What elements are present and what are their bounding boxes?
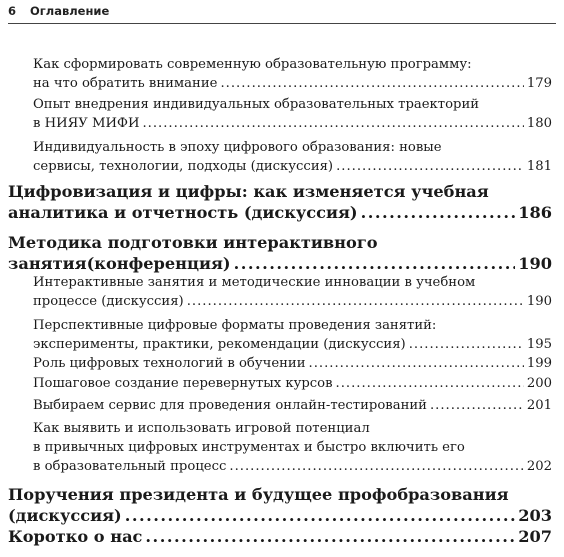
toc-entry-last-line [8,253,552,274]
toc-chapter-entry [8,181,552,223]
toc-entry-title-line: на что обратить внимание [33,76,218,91]
toc-chapter-entry [8,232,552,274]
dot-leader [142,114,523,133]
toc-entry-title-line: в НИЯУ МИФИ [33,116,140,131]
toc-entry-last-line [33,374,552,393]
dot-leader [145,526,515,547]
toc-page-number: 200 [526,376,552,391]
toc-page-number: 190 [518,254,552,273]
toc-entry-title-line: эксперименты, практики, рекомендации (дискуссия) [33,337,406,352]
toc-entry-last-line [8,202,552,223]
toc-entry-title-line: Индивидуальность в эпоху цифрового образования: новые [33,140,442,155]
toc-entry-title-line: процессе (дискуссия) [33,294,184,309]
dot-leader [229,457,523,476]
toc-page-number: 180 [526,116,552,131]
dot-leader [187,292,524,311]
running-head [8,4,556,18]
dot-leader [430,396,524,415]
toc-entry-last-line [33,396,552,415]
toc-page-number: 201 [526,398,552,413]
dot-leader [125,505,516,526]
toc-entry-last-line [8,505,552,526]
dot-leader [234,253,516,274]
dot-leader [220,74,523,93]
toc-entry-last-line [33,335,552,354]
toc-entry-last-line [33,74,552,93]
toc-entry-title-line: Пошаговое создание перевернутых курсов [33,376,333,391]
toc-entry-last-line [8,526,552,547]
toc-section-entry [33,419,552,476]
toc-page-number: 190 [526,294,552,309]
toc-section-entry [33,95,552,133]
dot-leader [309,354,524,373]
toc-chapter-entry [8,484,552,526]
toc-entry-title-line: Методика подготовки интерактивного [8,233,378,252]
toc-page-number: 186 [518,203,552,222]
toc-page-number: 195 [526,337,552,352]
toc-entry-title-line: (дискуссия) [8,506,122,525]
toc-section-entry [33,354,552,373]
dot-leader [336,374,524,393]
toc-entry-title-line: в привычных цифровых инструментах и быстро включить его [33,440,465,455]
toc-section-entry [33,55,552,93]
toc-entry-title-line: занятия(конференция) [8,254,231,273]
toc-entry-title-line: Роль цифровых технологий в обучении [33,356,306,371]
toc-entry-title-line: Цифровизация и цифры: как изменяется учебная [8,182,489,201]
toc-entry-last-line [33,157,552,176]
toc-entry-title-line: сервисы, технологии, подходы (дискуссия) [33,159,334,174]
toc-page-number: 202 [526,459,552,474]
toc-page-number: 207 [518,527,552,546]
toc-page-number: 179 [526,76,552,91]
toc-section-entry [33,138,552,176]
toc-entry-title-line: аналитика и отчетность (дискуссия) [8,203,358,222]
toc-entry-title-line: в образовательный процесс [33,459,227,474]
toc-entry-title-line: Выбираем сервис для проведения онлайн-тестирований [33,398,427,413]
toc-entry-title-line: Поручения президента и будущее профобразования [8,485,509,504]
toc-entry-title-line: Опыт внедрения индивидуальных образовательных траекторий [33,97,480,112]
toc-section-entry [33,273,552,311]
header-rule [8,23,556,24]
toc-page-number: 181 [526,159,552,174]
toc-entry-last-line [33,292,552,311]
toc-entry-last-line [33,457,552,476]
toc-entry-last-line [33,114,552,133]
dot-leader [336,157,524,176]
toc-entry-title-line: Как сформировать современную образовательную программу: [33,57,472,72]
toc-entry-title-line: Как выявить и использовать игровой потенциал [33,421,370,436]
toc-entry-last-line [33,354,552,373]
toc-section-entry [33,374,552,393]
header-page-number: 6 [8,4,17,18]
toc-section-entry [33,316,552,354]
toc-section-entry [33,396,552,415]
toc-entry-title-line: Перспективные цифровые форматы проведения занятий: [33,318,437,333]
toc-page-number: 199 [526,356,552,371]
dot-leader [409,335,524,354]
toc-page-number: 203 [518,506,552,525]
toc-entry-title-line: Интерактивные занятия и методические инновации в учебном [33,275,476,290]
dot-leader [361,202,516,223]
header-title: Оглавление [30,4,110,18]
toc-entry-title-line: Коротко о нас [8,527,143,546]
toc-chapter-entry [8,526,552,547]
